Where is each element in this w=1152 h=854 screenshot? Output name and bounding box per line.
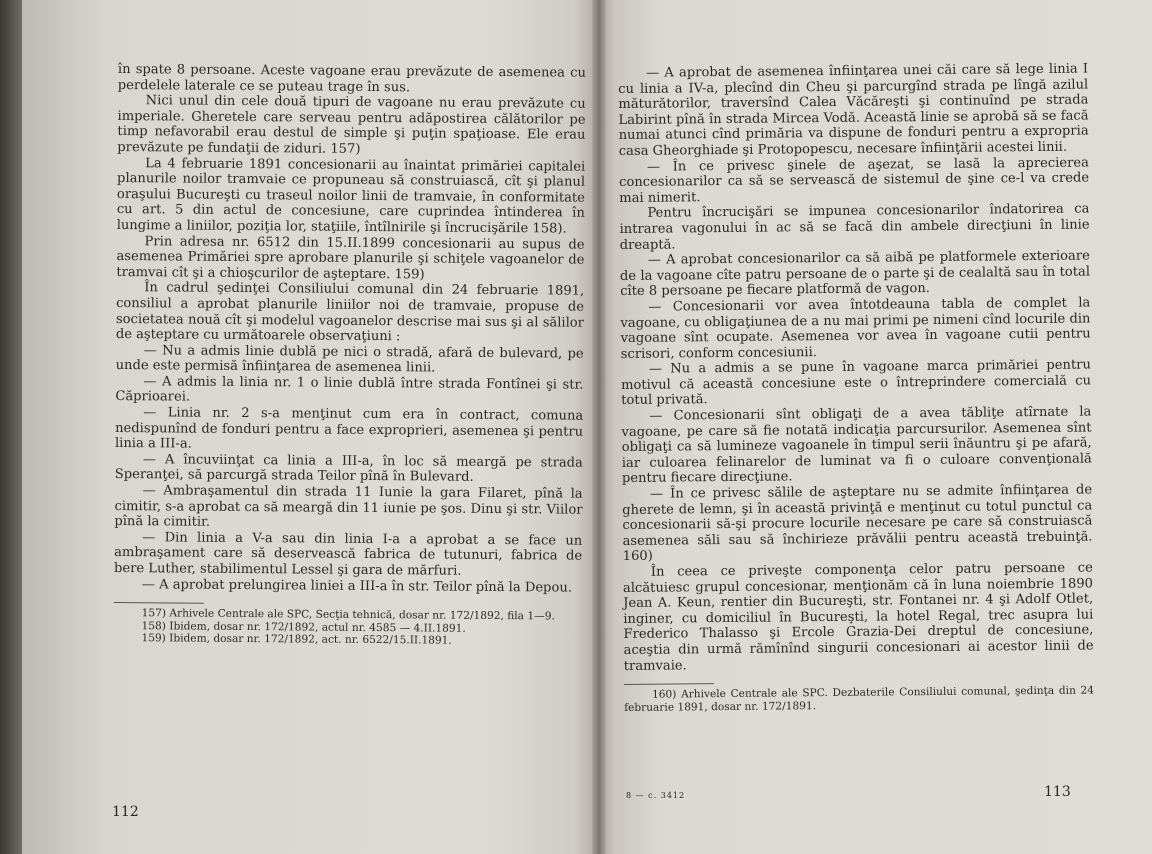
right-paragraph: — Nu a admis a se pune în vagoane marca primăriei pentru motivul că această concesiune este o întreprindere comercială cu totul privată. [620, 357, 1092, 409]
left-paragraph: La 4 februarie 1891 concesionarii au înaintat primăriei capitalei planurile noilor tramvaie ce propuneau să construiască, cît şi planul oraşului Bucureşti cu traseul noilor linii de tramvaie, în conformitate cu art. 5 din actul de concesiune, care cuprindea întinderea în lungime a liniilor, poziţia lor, staţiile, întîlnirile şi încrucişările 158). [116, 155, 586, 237]
book-gutter [592, 0, 606, 854]
left-paragraph: — Nu a admis linie dublă pe nici o stradă, afară de bulevard, pe unde este permisă înfiinţarea de asemenea linii. [115, 342, 584, 376]
left-paragraph: Nici unul din cele două tipuri de vagoane nu erau prevăzute cu imperiale. Gheretele care serveau pentru adăpostirea călătorilor pe timp nefavorabil erau destul de simple şi puţin spaţioase. Ele erau prevăzute pe fundaţii de ziduri. 157) [117, 93, 586, 157]
left-paragraph: În cadrul şedinţei Consiliului comunal din 24 februarie 1891, consiliul a aprobat planurile liniilor noi de tramvaie, propuse de societatea nouă cît şi modelul vagoanelor descrise mai sus şi al sălilor de aşteptare cu următoarele observaţiuni : [115, 280, 585, 345]
left-paragraph: — Linia nr. 2 s-a menţinut cum era în contract, comuna nedispunînd de fonduri pentru a face exproprieri, asemenea şi pentru linia a III-a. [114, 405, 584, 452]
footnote-divider [114, 602, 204, 604]
left-paragraph: — Ambraşamentul din strada 11 Iunie la gara Filaret, pînă la cimitir, s-a aprobat ca să meargă din 11 iunie pe şos. Dinu şi str. Viilor pînă la cimitir. [114, 483, 583, 530]
page-number-left: 112 [112, 804, 139, 820]
footnote: 160) Arhivele Centrale ale SPC. Dezbaterile Consiliului comunal, şedinţa din 24 februarie 1891, dosar nr. 172/1891. [624, 684, 1095, 714]
footnote-divider [624, 683, 714, 685]
right-page [598, 0, 1152, 854]
right-paragraph: — În ce privesc şinele de aşezat, se lasă la aprecierea concesionarilor ca să se servească de sistemul de şine ce-l va crede mai nimerit. [619, 155, 1090, 206]
left-paragraph: în spate 8 persoane. Aceste vagoane erau prevăzute de asemenea cu perdelele laterale ce se puteau trage în sus. [117, 62, 586, 95]
footnote: 157) Arhivele Centrale ale SPC, Secţia tehnică, dosar nr. 172/1892, fila 1—9. [141, 607, 555, 623]
right-paragraph: — În ce privesc sălile de aşteptare nu se admite înfiinţarea de gherete de lemn, şi în această privinţă e menţinut cu totul punctul ca concesionarii să-şi procure locurile necesare pe care să construiască asemenea săli sau să închirieze prăvălii pentru această trebuinţă. 160) [622, 482, 1093, 565]
right-paragraph: — Concesionarii vor avea întotdeauna tabla de complet la vagoane, cu obligaţiunea de a nu mai primi pe nimeni cînd locurile din vagoane sînt ocupate. Asemenea vor avea în vagoane cutii pentru scrisori, conform concesiunii. [620, 295, 1091, 362]
left-paragraph: Prin adresa nr. 6512 din 15.II.1899 concesionarii au supus de asemenea Primăriei spre aprobare planurile şi schiţele vagoanelor de tramvai cît şi a chioşcurilor de aşteptare. 159) [116, 233, 585, 283]
left-paragraph: — Din linia a V-a sau din linia I-a a aprobat a se face un ambraşament care să deservească fabrica de tutunuri, fabrica de bere Luther, stabilimentul Lessel şi gara de mărfuri. [113, 530, 583, 579]
page-number-right: 113 [1044, 784, 1071, 800]
footnote: 159) Ibidem, dosar nr. 172/1892, act. nr. 6522/15.II.1891. [141, 632, 452, 647]
footnote: 158) Ibidem, dosar nr. 172/1892, actul nr. 4585 — 4.II.1891. [141, 619, 466, 635]
left-page [22, 0, 598, 854]
left-paragraph: — A admis la linia nr. 1 o linie dublă între strada Fontînei şi str. Căprioarei. [115, 374, 584, 406]
right-paragraph: În ceea ce priveşte componenţa celor patru persoane ce alcătuiesc grupul concesionar, menţionăm că în luna noiembrie 1890 Jean A. Keun, rentier din Bucureşti, str. Fontanei nr. 4 şi Adolf Otlet, inginer, cu domiciliul în Bucureşti, la hotel Regal, trec asupra lui Frederico Thalasso şi Ercole Grazia-Dei dreptul de concesiune, aceştia din urmă rămînînd singurii concesionari ai acestor linii de tramvaie. [622, 560, 1094, 674]
printer-signature: 8 — c. 3412 [626, 791, 686, 800]
right-page-text [618, 61, 1094, 714]
left-page-text [113, 62, 586, 648]
right-paragraph: — Concesionarii sînt obligaţi de a avea tăbliţe atîrnate la vagoane, pe care să fie notată indicaţia parcursurilor. Asemenea sînt obligaţi ca să lumineze vagoanele în timpul serii înăuntru şi pe afară, iar culoarea felinarelor de luminat va fi o culoare convenţională pentru fiecare direcţiune. [621, 404, 1092, 487]
right-paragraph: Pentru încrucişări se impunea concesionarilor îndatorirea ca intrarea vagonului în ac să se facă din ambele direcţiuni în linie dreaptă. [619, 201, 1090, 253]
left-paragraph: — A încuviinţat ca linia a III-a, în loc să meargă pe strada Speranţei, să parcurgă strada Teilor pînă în Bulevard. [114, 452, 583, 486]
right-paragraph: — A aprobat concesionarilor ca să aibă pe platformele exterioare de la vagoane cîte patru persoane de o parte şi de cealaltă sau în total cîte 8 persoane pe fiecare platformă de vagon. [619, 248, 1091, 300]
right-paragraph: — A aprobat de asemenea înfiinţarea unei căi care să lege linia I cu linia a IV-a, plecînd din Cheu şi parcurgînd strada pe lîngă azilul măturătorilor, traversînd Calea Văcăreşti şi continuînd pe strada Labirint pînă în strada Mircea Vodă. Această linie se aprobă să se facă numai atunci cînd primăria va dispune de fonduri pentru a expropria casa Gheorghiade şi Protopopescu, necesare înfiinţării acestei linii. [618, 61, 1089, 159]
left-paragraph: — A aprobat prelungirea liniei a III-a în str. Teilor pînă la Depou. [141, 576, 573, 596]
